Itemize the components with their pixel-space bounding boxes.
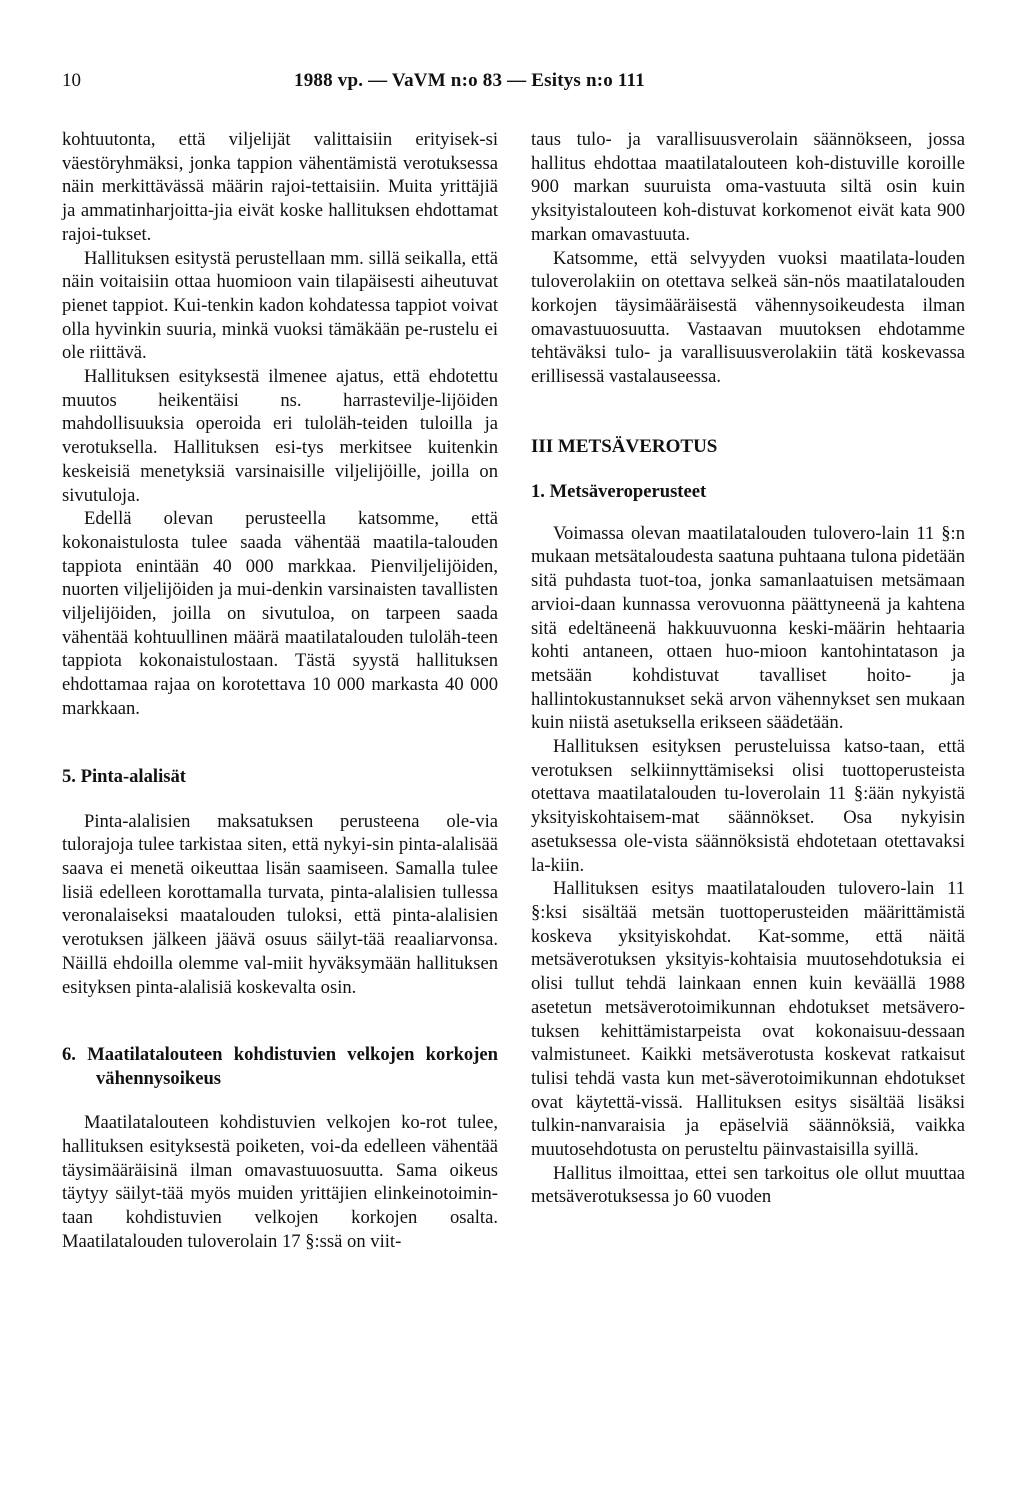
- running-title: 1988 vp. — VaVM n:o 83 — Esitys n:o 111: [294, 70, 645, 91]
- paragraph: Katsomme, että selvyyden vuoksi maatilata-louden tuloverolakiin on otettava selkeä sän-nös maatilatalouden korkojen täysimääräisestä vähennysoikeudesta ilman omavastuuosuutta. Vastaavan muutoksen ehdotamme tehtäväksi tulo- ja varallisuusverolakiin tätä koskevassa erillisessä vastalauseessa.: [531, 247, 965, 388]
- paragraph: Hallituksen esitystä perustellaan mm. sillä seikalla, että näin voitaisiin ottaa huomioon vain tilapäisesti aiheutuvat pienet tappiot. Kui-tenkin kadon kohdatessa tappiot voivat olla hyvinkin suuria, minkä vuoksi tämäkään pe-rustelu ei ole riittävä.: [62, 247, 498, 364]
- paragraph: Hallituksen esityksestä ilmenee ajatus, että ehdotettu muutos heikentäisi ns. harrastevilje-lijöiden mahdollisuuksia operoida eri tuloläh-teiden tuloilla ja verotuksella. Hallituksen esi-tys merkitsee kuitenkin keskeisiä menetyksiä varsinaisille viljelijöille, joilla on sivutuloja.: [62, 366, 498, 506]
- paragraph: Edellä olevan perusteella katsomme, että kokonaistulosta tulee saada vähentää maatila-talouden tappiota enintään 40 000 markkaa. Pienviljelijöiden, nuorten viljelijöiden ja mui-denkin varsinaisten tavallisten viljelijöiden, joilla on sivutuloa, on tarpeen saada vähentää kohtuullinen määrä maatilatalouden tuloläh-teen tappiota kokonaistulostaan. Tästä syystä hallituksen ehdottamaa rajaa on korotettava 10 000 markasta 40 000 markkaan.: [62, 508, 498, 719]
- page-number: 10: [62, 70, 81, 91]
- left-column: [62, 128, 498, 1253]
- section-heading-5: 5. Pinta-alalisät: [62, 765, 186, 787]
- paragraph: Pinta-alalisien maksatuksen perusteena ole-via tulorajoja tulee tarkistaa siten, että nykyi-sin pinta-alalisää saava ei menetä oikeuttaa lisän saamiseen. Samalla tulee lisiä edelleen korottamalla turvata, pinta-alalisien tullessa veronalaiseksi maatalouden tuloksi, että pinta-alalisien verotuksen jälkeen jäävä osuus säilyt-tää reaaliarvonsa. Näillä ehdoilla olemme val-miit hyväksymään hallituksen esityksen pinta-alalisiä koskevalta osin.: [62, 810, 498, 998]
- paragraph: Voimassa olevan maatilatalouden tulovero-lain 11 §:n mukaan metsätaloudesta saatuna puhtaana tulona pidetään sitä puhdasta tuot-toa, jonka samanlaatuisen metsämaan arvioi-daan kunnassa verovuonna päättyneenä ja kahtena sitä edeltäneenä hakkuuvuonna keski-määrin hehtaaria kohti antaneen, ottaen huo-mioon kantohintatason ja metsään kohdistuvat tavalliset hoito- ja hallintokustannukset sekä arvon vähennykset sen mukaan kuin niistä asetuksella erikseen säädetään.: [531, 522, 965, 734]
- paragraph: taus tulo- ja varallisuusverolain säännökseen, jossa hallitus ehdottaa maatilatalouteen koh-distuville koroille 900 markan suuruista oma-vastuuta siltä osin kuin yksityistalouteen koh-distuvat korkomenot eivät kata 900 markan omavastuuta.: [531, 129, 965, 245]
- paragraph: Hallituksen esityksen perusteluissa katso-taan, että verotuksen selkiinnyttämiseksi olisi tuottoperusteista otettava maatilatalouden tu-loverolain 11 §:ään nykyistä yksityiskohtaisem-mat säännökset. Osa nykyisin asetuksessa ole-vista säännöksistä ehdotetaan otettavaksi la-kiin.: [531, 736, 965, 876]
- paragraph: Hallitus ilmoittaa, ettei sen tarkoitus ole ollut muuttaa metsäverotuksessa jo 60 vuoden: [531, 1162, 965, 1208]
- page-header: [62, 70, 962, 98]
- paragraph: kohtuutonta, että viljelijät valittaisiin erityisek-si väestöryhmäksi, jonka tappion vähentämistä verotuksessa näin merkittävässä määrin rajoi-tettaisiin. Muita yrittäjiä ja ammatinharjoitta-jia eivät koske hallituksen ehdottamat rajoi-tukset.: [62, 129, 498, 245]
- right-column: [531, 128, 965, 1209]
- section-heading-6: 6. Maatilatalouteen kohdistuvien velkojen korkojen vähennysoikeus: [62, 1044, 498, 1090]
- part-heading: III METSÄVEROTUS: [531, 435, 718, 457]
- paragraph: Maatilatalouteen kohdistuvien velkojen ko-rot tulee, hallituksen esityksestä poiketen, voi-da edelleen vähentää täysimääräisinä ilman omavastuuosuutta. Sama oikeus täytyy säilyt-tää myös muiden yrittäjien elinkeinotoimin-taan kohdistuvien velkojen korkojen osalta. Maatilatalouden tuloverolain 17 §:ssä on viit-: [62, 1112, 498, 1252]
- subsection-heading: 1. Metsäveroperusteet: [531, 480, 707, 502]
- paragraph: Hallituksen esitys maatilatalouden tulovero-lain 11 §:ksi sisältää metsän tuottoperusteiden määrittämistä koskeva yksityiskohdat. Kat-somme, että näitä metsäverotuksen yksityis-kohtaisia muutosehdotuksia ei olisi tullut tehdä lainkaan ennen kuin keväällä 1988 asetetun metsäverotoimikunnan ehdotukset metsävero-tuksen kehittämistarpeista ovat kokonaisuu-dessaan valmistuneet. Kaikki metsäverotusta koskevat ratkaisut tulisi tehdä vasta kun met-säverotoimikunnan ehdotukset ovat käytettä-vissä. Hallituksen esitys sisältää lisäksi tulkin-nanvaraisia ja epäselviä säännöksiä, vaikka muutosehdotusta on perusteltu päinvastaisilla syillä.: [531, 878, 965, 1161]
